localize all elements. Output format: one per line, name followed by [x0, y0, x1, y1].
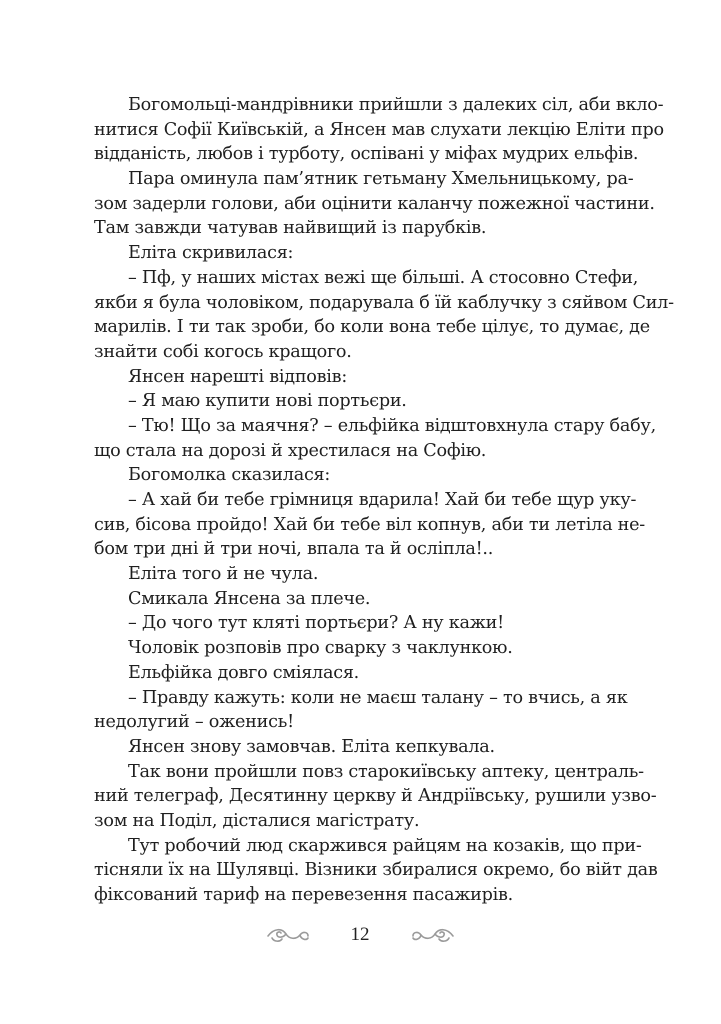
- page-footer: [0, 922, 721, 952]
- flourish-ornament-icon: [266, 924, 310, 946]
- text-line: якби я була чоловіком, подарувала б їй каблучку з сяйвом Сил-: [94, 292, 674, 313]
- text-line: марилів. І ти так зроби, бо коли вона тебе цілує, то думає, де: [94, 317, 650, 338]
- text-line: тісняли їх на Шулявці. Візники збиралися окремо, бо війт дав: [94, 860, 658, 881]
- text-line: – Тю! Що за маячня? – ельфійка відштовхнула стару бабу,: [128, 415, 656, 436]
- flourish-ornament-icon: [411, 924, 455, 946]
- text-line: Там завжди чатував найвищий із парубків.: [94, 218, 487, 239]
- text-line: Еліта скривилася:: [128, 243, 294, 264]
- text-line: що стала на дорозі й хрестилася на Софію.: [94, 440, 487, 461]
- text-line: зом на Поділ, дісталися магістрату.: [94, 810, 420, 831]
- text-line: ний телеграф, Десятинну церкву й Андріївську, рушили узво-: [94, 786, 657, 807]
- text-line: – Пф, у наших містах вежі ще більші. А стосовно Стефи,: [128, 267, 639, 288]
- page-number: 12: [350, 924, 370, 945]
- text-line: бом три дні й три ночі, впала та й осліпла!..: [94, 539, 494, 560]
- text-line: Тут робочий люд скаржився райцям на козаків, що при-: [128, 835, 642, 856]
- text-line: знайти собі когось кращого.: [94, 341, 352, 362]
- text-line: Смикала Янсена за плече.: [128, 588, 371, 609]
- text-line: Богомолка сказилася:: [128, 465, 331, 486]
- text-line: – Правду кажуть: коли не маєш талану – то вчись, а як: [128, 687, 628, 708]
- text-line: Так вони пройшли повз старокиївську аптеку, централь-: [128, 761, 644, 782]
- text-line: фіксований тариф на перевезення пасажирів.: [94, 885, 514, 905]
- text-line: Пара оминула пам’ятник гетьману Хмельницькому, ра-: [128, 169, 634, 190]
- text-line: недолугий – оженись!: [94, 712, 294, 733]
- text-line: – Я маю купити нові портьєри.: [128, 391, 407, 412]
- text-line: нитися Софії Київській, а Янсен мав слухати лекцію Еліти про: [94, 119, 664, 140]
- text-line: Богомольці-мандрівники прийшли з далеких сіл, аби вкло-: [128, 95, 664, 115]
- text-line: Янсен знову замовчав. Еліта кепкувала.: [128, 736, 495, 757]
- text-line: Еліта того й не чула.: [128, 564, 319, 585]
- text-line: – А хай би тебе грімниця вдарила! Хай би тебе щур уку-: [128, 490, 637, 510]
- text-line: Чоловік розповів про сварку з чаклункою.: [128, 638, 513, 659]
- body-text: [94, 93, 674, 908]
- text-line: Янсен нарешті відповів:: [128, 366, 348, 387]
- text-line: – До чого тут кляті портьєри? А ну кажи!: [128, 613, 504, 634]
- text-line: сив, бісова пройдо! Хай би тебе віл копнув, аби ти летіла не-: [94, 514, 645, 535]
- text-line: Ельфійка довго сміялася.: [128, 662, 360, 683]
- text-line: відданість, любов і турботу, оспівані у міфах мудрих ельфів.: [94, 144, 639, 165]
- text-line: зом задерли голови, аби оцінити каланчу пожежної частини.: [94, 193, 655, 214]
